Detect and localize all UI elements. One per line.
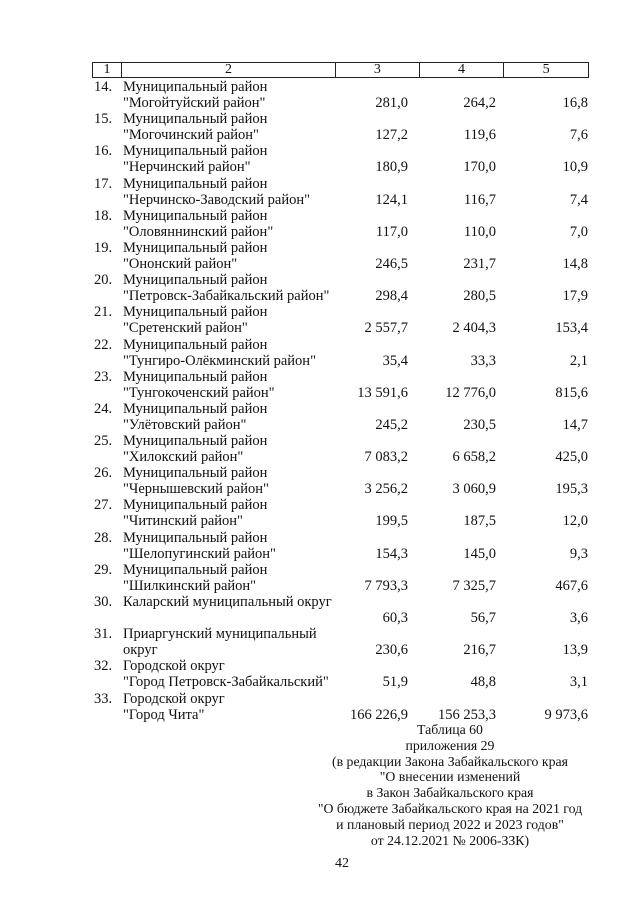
entity-name-line2: "Петровск-Забайкальский район"	[123, 288, 330, 305]
entity-name-line2: "Ононский район"	[123, 255, 238, 272]
column-header-3: 3	[336, 63, 420, 77]
entity-name-line1: Муниципальный район	[123, 239, 268, 256]
value-col4: 116,7	[463, 191, 496, 208]
value-col3: 60,3	[382, 610, 408, 626]
row-number: 20.	[94, 272, 113, 289]
note-line: от 24.12.2021 № 2006-ЗЗК)	[370, 832, 530, 848]
table-header-row	[92, 62, 589, 78]
value-col3: 298,4	[375, 288, 408, 305]
value-col4: 216,7	[463, 642, 496, 659]
value-col4: 264,2	[463, 95, 496, 111]
entity-name-line1: Муниципальный район	[123, 175, 268, 192]
row-number: 26.	[94, 465, 113, 482]
value-col4: 12 776,0	[445, 384, 496, 401]
value-col5: 7,4	[569, 191, 588, 208]
row-number: 22.	[94, 336, 113, 353]
value-col4: 3 060,9	[452, 481, 496, 498]
entity-name-line2: округ	[123, 642, 158, 659]
table-row	[0, 111, 640, 143]
row-number: 23.	[94, 368, 113, 385]
entity-name-line2: "Город Петровск-Забайкальский"	[123, 674, 329, 691]
value-col3: 117,0	[375, 223, 408, 240]
note-line: (в редакции Закона Забайкальского края	[332, 753, 568, 769]
value-col4: 7 325,7	[452, 577, 496, 594]
value-col3: 3 256,2	[364, 481, 408, 498]
row-number: 19.	[94, 239, 113, 256]
table-row	[0, 401, 640, 433]
note-line: в Закон Забайкальского края	[366, 785, 534, 801]
value-col3: 154,3	[375, 545, 408, 562]
table-row	[0, 176, 640, 208]
table-row	[0, 594, 640, 626]
entity-name-line1: Городской округ	[123, 690, 225, 707]
entity-name-line1: Каларский муниципальный округ	[123, 594, 332, 610]
row-number: 30.	[94, 594, 113, 610]
value-col4: 231,7	[463, 255, 496, 272]
value-col3: 2 557,7	[364, 320, 408, 337]
row-number: 27.	[94, 497, 113, 514]
row-number: 32.	[94, 658, 113, 675]
value-col5: 16,8	[562, 95, 588, 111]
value-col3: 245,2	[375, 416, 408, 433]
table-row	[0, 337, 640, 369]
value-col5: 7,0	[569, 223, 588, 240]
entity-name-line1: Муниципальный район	[123, 497, 268, 514]
value-col3: 199,5	[375, 513, 408, 530]
value-col4: 2 404,3	[452, 320, 496, 337]
value-col3: 124,1	[375, 191, 408, 208]
entity-name-line2: "Улётовский район"	[123, 416, 247, 433]
value-col5: 425,0	[555, 449, 588, 466]
value-col4: 48,8	[470, 674, 496, 691]
table-row	[0, 465, 640, 497]
entity-name-line1: Муниципальный район	[123, 400, 268, 417]
value-col4: 6 658,2	[452, 449, 496, 466]
row-number: 17.	[94, 175, 113, 192]
entity-name-line1: Муниципальный район	[123, 143, 268, 160]
value-col3: 51,9	[382, 674, 408, 691]
value-col5: 3,1	[569, 674, 588, 691]
value-col5: 9 973,6	[544, 706, 588, 723]
value-col4: 170,0	[463, 159, 496, 176]
entity-name-line1: Муниципальный район	[123, 465, 268, 482]
row-number: 31.	[94, 626, 113, 643]
table-row	[0, 433, 640, 465]
value-col5: 3,6	[569, 610, 588, 626]
entity-name-line2: "Тунгокоченский район"	[123, 384, 275, 401]
table-body	[0, 79, 640, 723]
entity-name-line2: "Чернышевский район"	[123, 481, 269, 498]
table-annotation	[300, 722, 600, 848]
column-header-4: 4	[420, 63, 505, 77]
table-row	[0, 304, 640, 336]
table-row	[0, 626, 640, 658]
column-header-5: 5	[542, 62, 550, 77]
entity-name-line1: Муниципальный район	[123, 207, 268, 224]
entity-name-line2: "Шелопугинский район"	[123, 545, 276, 562]
row-number: 18.	[94, 207, 113, 224]
value-col3: 13 591,6	[357, 384, 408, 401]
value-col5: 153,4	[555, 320, 588, 337]
note-line: приложения 29	[405, 737, 495, 753]
row-number: 24.	[94, 400, 113, 417]
value-col3: 7 793,3	[364, 577, 408, 594]
row-number: 15.	[94, 111, 113, 128]
entity-name-line1: Муниципальный район	[123, 79, 268, 95]
entity-name-line2: "Могочинский район"	[123, 127, 259, 144]
value-col4: 280,5	[463, 288, 496, 305]
value-col4: 145,0	[463, 545, 496, 562]
value-col4: 110,0	[463, 223, 496, 240]
value-col4: 33,3	[470, 352, 496, 369]
value-col5: 815,6	[555, 384, 588, 401]
table-row	[0, 530, 640, 562]
entity-name-line1: Муниципальный район	[123, 111, 268, 128]
value-col3: 35,4	[382, 352, 408, 369]
row-number: 16.	[94, 143, 113, 160]
value-col5: 195,3	[555, 481, 588, 498]
note-line: "О внесении изменений	[379, 769, 521, 785]
entity-name-line1: Муниципальный район	[123, 304, 268, 321]
entity-name-line2: "Город Чита"	[123, 706, 205, 723]
table-row	[0, 143, 640, 175]
note-line: и плановый период 2022 и 2023 годов"	[336, 816, 564, 832]
value-col5: 10,9	[562, 159, 588, 176]
note-line: "О бюджете Забайкальского края на 2021 год	[317, 800, 583, 816]
entity-name-line2: "Оловяннинский район"	[123, 223, 274, 240]
page-number: 42	[335, 856, 349, 871]
row-number: 21.	[94, 304, 113, 321]
entity-name-line1: Муниципальный район	[123, 561, 268, 578]
value-col3: 7 083,2	[364, 449, 408, 466]
row-number: 28.	[94, 529, 113, 546]
value-col4: 230,5	[463, 416, 496, 433]
row-number: 14.	[94, 79, 113, 95]
entity-name-line1: Муниципальный район	[123, 336, 268, 353]
table-row	[0, 497, 640, 529]
value-col5: 7,6	[569, 127, 588, 144]
value-col3: 180,9	[375, 159, 408, 176]
value-col5: 14,8	[562, 255, 588, 272]
value-col5: 13,9	[562, 642, 588, 659]
entity-name-line2: "Хилокский район"	[123, 449, 244, 466]
table-row	[0, 272, 640, 304]
value-col4: 56,7	[470, 610, 496, 626]
value-col5: 9,3	[569, 545, 588, 562]
note-line: Таблица 60	[417, 722, 483, 737]
table-row	[0, 658, 640, 690]
value-col4: 119,6	[463, 127, 496, 144]
row-number: 25.	[94, 433, 113, 450]
entity-name-line1: Приаргунский муниципальный	[123, 626, 317, 643]
entity-name-line2: "Могойтуйский район"	[123, 95, 266, 111]
entity-name-line1: Муниципальный район	[123, 272, 268, 289]
entity-name-line2: "Шилкинский район"	[123, 577, 257, 594]
value-col3: 246,5	[375, 255, 408, 272]
entity-name-line2: "Нерчинско-Заводский район"	[123, 191, 311, 208]
value-col5: 14,7	[562, 416, 588, 433]
value-col5: 467,6	[555, 577, 588, 594]
table-row	[0, 691, 640, 723]
value-col3: 281,0	[375, 95, 408, 111]
table-row	[0, 369, 640, 401]
row-number: 29.	[94, 561, 113, 578]
entity-name-line1: Муниципальный район	[123, 368, 268, 385]
value-col5: 2,1	[569, 352, 588, 369]
column-header-1: 1	[93, 63, 122, 77]
value-col4: 187,5	[463, 513, 496, 530]
table-row	[0, 79, 640, 111]
entity-name-line2: "Читинский район"	[123, 513, 243, 530]
value-col3: 166 226,9	[350, 706, 408, 723]
table-row	[0, 208, 640, 240]
entity-name-line1: Муниципальный район	[123, 529, 268, 546]
entity-name-line2: "Сретенский район"	[123, 320, 248, 337]
column-header-2: 2	[122, 63, 336, 77]
value-col3: 127,2	[375, 127, 408, 144]
entity-name-line2: "Тунгиро-Олёкминский район"	[123, 352, 316, 369]
entity-name-line1: Муниципальный район	[123, 433, 268, 450]
table-row	[0, 240, 640, 272]
entity-name-line2: "Нерчинский район"	[123, 159, 251, 176]
value-col5: 17,9	[562, 288, 588, 305]
entity-name-line1: Городской округ	[123, 658, 225, 675]
value-col4: 156 253,3	[438, 706, 496, 723]
table-row	[0, 562, 640, 594]
row-number: 33.	[94, 690, 113, 707]
value-col5: 12,0	[562, 513, 588, 530]
value-col3: 230,6	[375, 642, 408, 659]
